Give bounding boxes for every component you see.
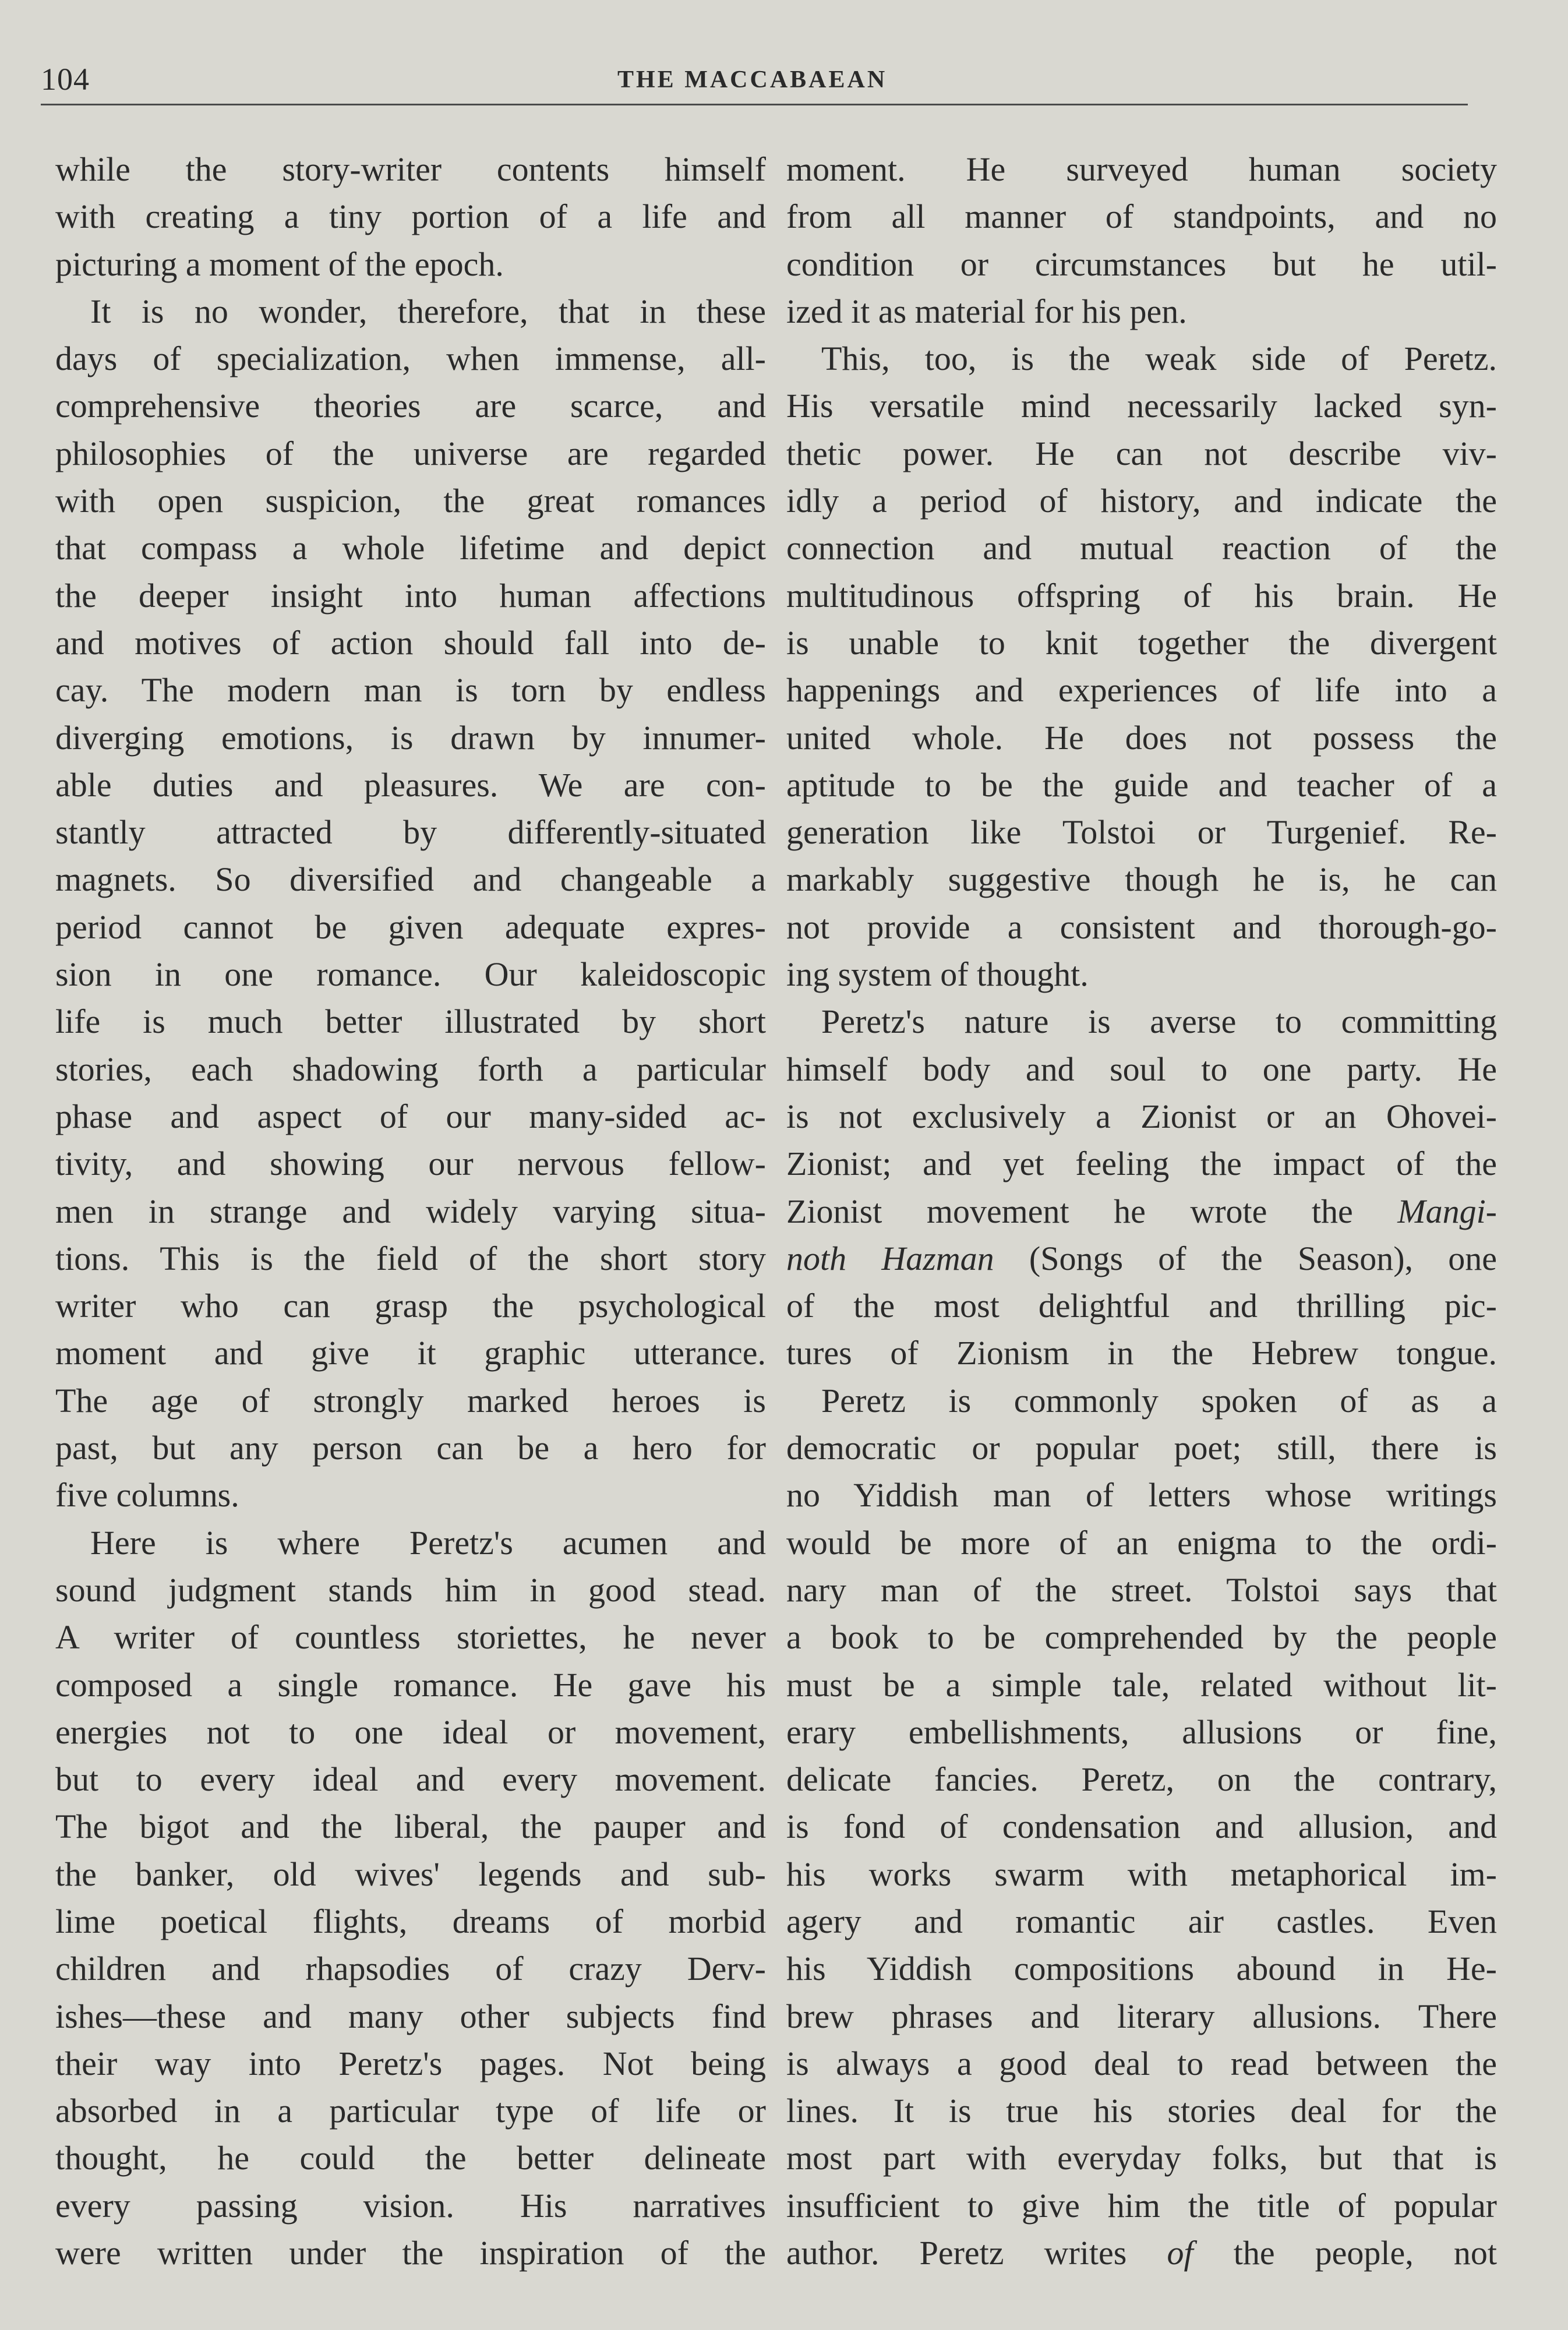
italic-text: noth Hazman bbox=[786, 1239, 994, 1277]
text-line: tivity, and showing our nervous fellow- bbox=[55, 1145, 766, 1183]
text-line: and motives of action should fall into de- bbox=[55, 623, 766, 662]
text-line: tions. This is the field of the short story bbox=[55, 1239, 766, 1277]
text-line: children and rhapsodies of crazy Derv- bbox=[55, 1950, 766, 1988]
text-line: their way into Peretz's pages. Not being bbox=[55, 2044, 766, 2082]
text-line: agery and romantic air castles. Even bbox=[786, 1902, 1497, 1940]
text-line: Peretz is commonly spoken of as a bbox=[821, 1381, 1497, 1420]
text-line: author. Peretz writes of the people, not bbox=[786, 2234, 1497, 2272]
text-line: tures of Zionism in the Hebrew tongue. bbox=[786, 1334, 1497, 1372]
text-line: cay. The modern man is torn by endless bbox=[55, 671, 766, 709]
text-line: markably suggestive though he is, he can bbox=[786, 860, 1497, 899]
text-line: This, too, is the weak side of Peretz. bbox=[821, 340, 1497, 378]
text-line: insufficient to give him the title of popular bbox=[786, 2186, 1497, 2225]
text-line: not provide a consistent and thorough-go- bbox=[786, 908, 1497, 946]
text-line: of the most delightful and thrilling pic- bbox=[786, 1287, 1497, 1325]
text-line: his works swarm with metaphorical im- bbox=[786, 1855, 1497, 1893]
text-line: absorbed in a particular type of life or bbox=[55, 2092, 766, 2130]
text-line: connection and mutual reaction of the bbox=[786, 529, 1497, 567]
text-line: stantly attracted by differently-situated bbox=[55, 813, 766, 852]
text-line: A writer of countless storiettes, he never bbox=[55, 1618, 766, 1657]
text-line: phase and aspect of our many-sided ac- bbox=[55, 1097, 766, 1135]
text-line: Here is where Peretz's acumen and bbox=[90, 1523, 766, 1562]
text-line: happenings and experiences of life into a bbox=[786, 671, 1497, 709]
left-column bbox=[55, 146, 766, 2276]
text-line: composed a single romance. He gave his bbox=[55, 1665, 766, 1704]
text-line: ized it as material for his pen. bbox=[786, 292, 1187, 330]
text-line: lime poetical flights, dreams of morbid bbox=[55, 1902, 766, 1940]
text-line: comprehensive theories are scarce, and bbox=[55, 387, 766, 425]
right-column bbox=[786, 146, 1497, 2276]
text-line: idly a period of history, and indicate the bbox=[786, 482, 1497, 520]
text-line: The bigot and the liberal, the pauper and bbox=[55, 1807, 766, 1846]
text-line: erary embellishments, allusions or fine, bbox=[786, 1713, 1497, 1751]
text-line: writer who can grasp the psychological bbox=[55, 1287, 766, 1325]
text-line: stories, each shadowing forth a particular bbox=[55, 1050, 766, 1088]
italic-text: of bbox=[1167, 2234, 1193, 2272]
page-number: 104 bbox=[41, 62, 90, 97]
text-line: able duties and pleasures. We are con- bbox=[55, 765, 766, 804]
text-line: diverging emotions, is drawn by innumer- bbox=[55, 718, 766, 757]
text-line: days of specialization, when immense, all- bbox=[55, 340, 766, 378]
text-line: with open suspicion, the great romances bbox=[55, 482, 766, 520]
text-line: life is much better illustrated by short bbox=[55, 1002, 766, 1041]
text-line: thought, he could the better delineate bbox=[55, 2139, 766, 2177]
text-line: moment. He surveyed human society bbox=[786, 150, 1497, 188]
text-line: lines. It is true his stories deal for the bbox=[786, 2092, 1497, 2130]
text-line: no Yiddish man of letters whose writings bbox=[786, 1476, 1497, 1514]
text-line: sound judgment stands him in good stead. bbox=[55, 1570, 766, 1609]
text-line: that compass a whole lifetime and depict bbox=[55, 529, 766, 567]
text-line: energies not to one ideal or movement, bbox=[55, 1713, 766, 1751]
text-line: nary man of the street. Tolstoi says that bbox=[786, 1570, 1497, 1609]
running-title: THE MACCABAEAN bbox=[617, 66, 888, 93]
text-line: magnets. So diversified and changeable a bbox=[55, 860, 766, 899]
text-line: period cannot be given adequate expres- bbox=[55, 908, 766, 946]
text-line: were written under the inspiration of the bbox=[55, 2234, 766, 2272]
text-line: Zionist movement he wrote the Mangi- bbox=[786, 1192, 1497, 1230]
text-line: multitudinous offspring of his brain. He bbox=[786, 576, 1497, 615]
text-line: five columns. bbox=[55, 1476, 239, 1514]
text-line: united whole. He does not possess the bbox=[786, 718, 1497, 757]
text-line: the deeper insight into human affections bbox=[55, 576, 766, 615]
text-line: would be more of an enigma to the ordi- bbox=[786, 1523, 1497, 1562]
text-line: his Yiddish compositions abound in He- bbox=[786, 1950, 1497, 1988]
text-line: picturing a moment of the epoch. bbox=[55, 245, 504, 283]
text-line: is always a good deal to read between the bbox=[786, 2044, 1497, 2082]
text-line: It is no wonder, therefore, that in these bbox=[90, 292, 766, 330]
text-line: aptitude to be the guide and teacher of a bbox=[786, 765, 1497, 804]
text-line: ing system of thought. bbox=[786, 955, 1089, 994]
header-rule bbox=[41, 104, 1468, 105]
text-line: The age of strongly marked heroes is bbox=[55, 1381, 766, 1420]
text-line: a book to be comprehended by the people bbox=[786, 1618, 1497, 1657]
text-line: must be a simple tale, related without lit- bbox=[786, 1665, 1497, 1704]
text-line: the banker, old wives' legends and sub- bbox=[55, 1855, 766, 1893]
text-line: Peretz's nature is averse to committing bbox=[821, 1002, 1497, 1041]
text-line: noth Hazman (Songs of the Season), one bbox=[786, 1239, 1497, 1277]
text-line: sion in one romance. Our kaleidoscopic bbox=[55, 955, 766, 994]
text-line: past, but any person can be a hero for bbox=[55, 1429, 766, 1467]
text-line: while the story-writer contents himself bbox=[55, 150, 766, 188]
text-line: democratic or popular poet; still, there is bbox=[786, 1429, 1497, 1467]
text-line: thetic power. He can not describe viv- bbox=[786, 434, 1497, 472]
text-line: with creating a tiny portion of a life and bbox=[55, 197, 766, 236]
text-line: Zionist; and yet feeling the impact of the bbox=[786, 1145, 1497, 1183]
text-line: brew phrases and literary allusions. There bbox=[786, 1997, 1497, 2035]
page-header bbox=[41, 55, 1468, 108]
text-line: is unable to knit together the divergent bbox=[786, 623, 1497, 662]
text-line: most part with everyday folks, but that is bbox=[786, 2139, 1497, 2177]
text-line: delicate fancies. Peretz, on the contrary, bbox=[786, 1760, 1497, 1799]
text-line: His versatile mind necessarily lacked syn- bbox=[786, 387, 1497, 425]
text-line: condition or circumstances but he util- bbox=[786, 245, 1497, 283]
text-line: himself body and soul to one party. He bbox=[786, 1050, 1497, 1088]
text-line: every passing vision. His narratives bbox=[55, 2186, 766, 2225]
italic-text: Mangi- bbox=[1397, 1192, 1497, 1230]
text-line: but to every ideal and every movement. bbox=[55, 1760, 766, 1799]
text-line: moment and give it graphic utterance. bbox=[55, 1334, 766, 1372]
text-line: generation like Tolstoi or Turgenief. Re- bbox=[786, 813, 1497, 852]
text-line: is fond of condensation and allusion, and bbox=[786, 1807, 1497, 1846]
text-line: from all manner of standpoints, and no bbox=[786, 197, 1497, 236]
text-line: is not exclusively a Zionist or an Ohovei- bbox=[786, 1097, 1497, 1135]
text-line: men in strange and widely varying situa- bbox=[55, 1192, 766, 1230]
text-line: philosophies of the universe are regarded bbox=[55, 434, 766, 472]
text-line: ishes—these and many other subjects find bbox=[55, 1997, 766, 2035]
